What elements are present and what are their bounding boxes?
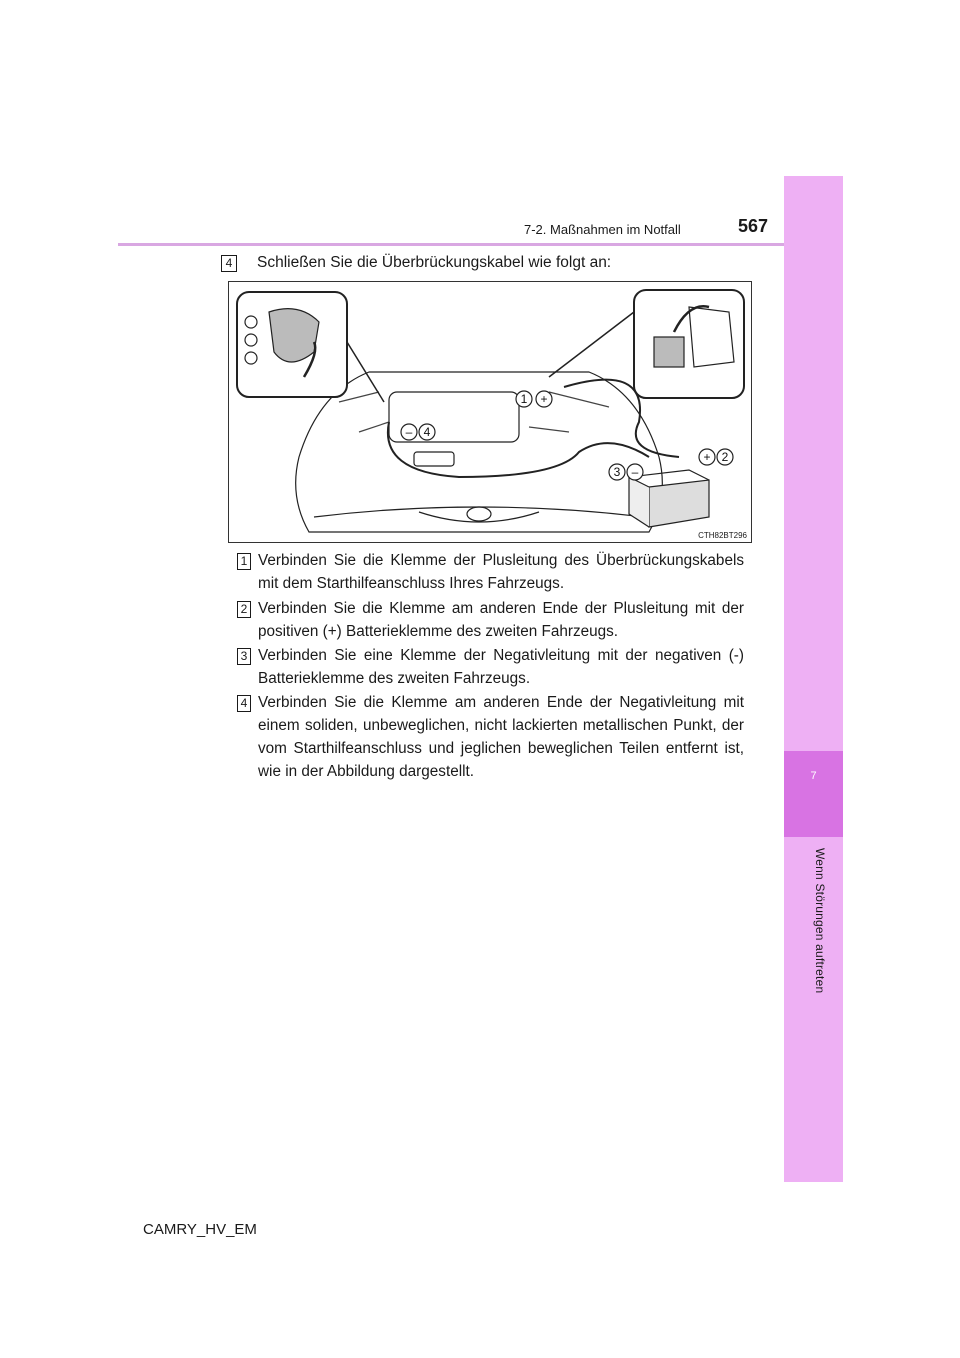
header-divider: [118, 243, 784, 246]
figure-code: CTH82BT296: [698, 531, 747, 540]
item-text: Verbinden Sie die Klemme der Plusleitung des Überbrückungskabels mit dem Starthilfeanschluss Ihres Fahrzeugs.: [258, 552, 744, 592]
item-text: Verbinden Sie die Klemme am anderen Ende der Plusleitung mit der positiven (+) Batterieklemme des zweiten Fahrzeugs.: [258, 600, 744, 640]
chapter-label: Wenn Störungen auftreten: [813, 848, 827, 994]
callout-1: 1: [520, 392, 528, 406]
callout-2-plus: +: [703, 450, 711, 464]
step-heading: Schließen Sie die Überbrückungskabel wie folgt an:: [257, 254, 612, 271]
item-number-box: 2: [237, 601, 251, 618]
callout-1-plus: +: [540, 392, 548, 406]
callout-4-minus: –: [405, 425, 413, 439]
section-title: 7-2. Maßnahmen im Notfall: [524, 222, 681, 237]
callout-2: 2: [721, 450, 729, 464]
model-code: CAMRY_HV_EM: [143, 1221, 257, 1238]
car-bumper: [314, 507, 644, 517]
second-battery: [649, 480, 709, 527]
car-hood-outline: [296, 372, 663, 532]
car-emblem: [467, 507, 491, 521]
chapter-marker: [784, 751, 843, 837]
engine-part: [414, 452, 454, 466]
item-text: Verbinden Sie die Klemme am anderen Ende der Negativleitung mit einem soliden, unbeweglichen, nicht lackierten metallischen Punkt, der vom Starthilfeanschluss und jeglichen beweglichen Teilen entfernt ist, wie in der Abbildung dargestellt.: [258, 694, 744, 780]
callout-3-minus: –: [631, 465, 639, 479]
callout-3: 3: [613, 465, 621, 479]
chapter-side-tab: [784, 176, 843, 1182]
callout-4: 4: [423, 425, 431, 439]
item-text: Verbinden Sie eine Klemme der Negativleitung mit der negativen (-) Batterieklemme des zweiten Fahrzeugs.: [258, 647, 744, 687]
item-number-box: 1: [237, 553, 251, 570]
item-number-box: 3: [237, 648, 251, 665]
inset-right: [634, 290, 744, 398]
step-number-box: 4: [221, 255, 237, 272]
item-number-box: 4: [237, 695, 251, 712]
jump-start-illustration: [228, 281, 752, 543]
jump-cable-diagram: [229, 282, 751, 542]
chapter-number: 7: [810, 770, 817, 782]
page-number: 567: [738, 216, 769, 236]
